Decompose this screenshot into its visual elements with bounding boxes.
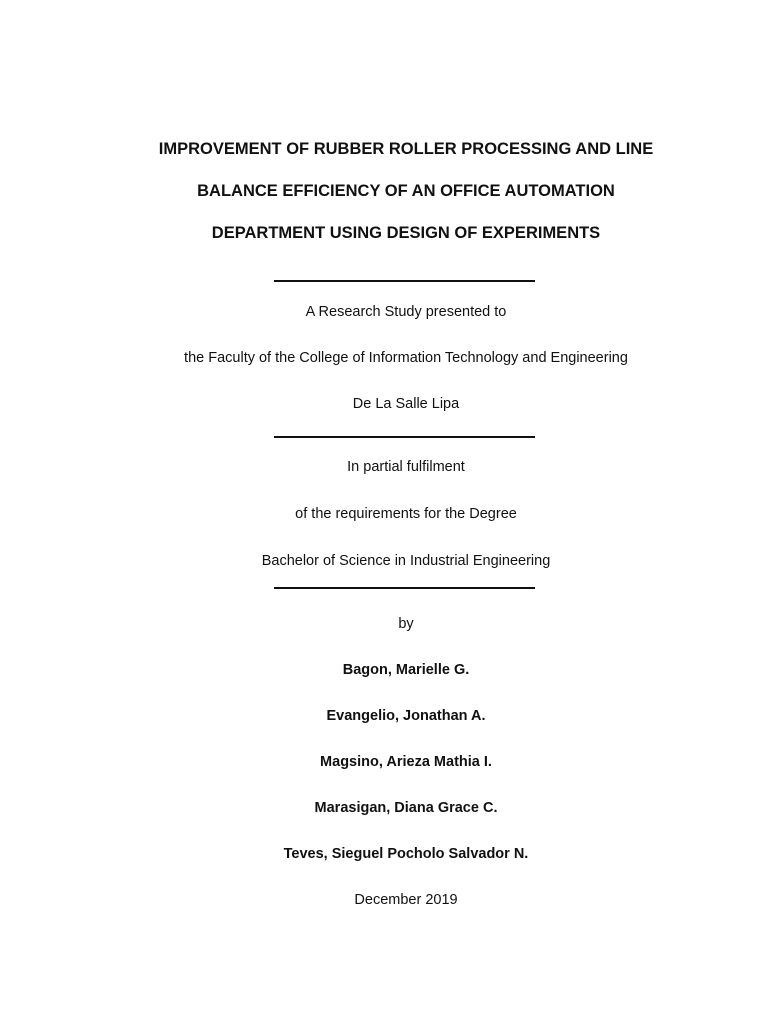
- divider-2: [274, 436, 535, 438]
- title-line-3: DEPARTMENT USING DESIGN OF EXPERIMENTS: [211, 224, 601, 242]
- divider-3: [274, 587, 535, 589]
- degree: Bachelor of Science in Industrial Engineering: [261, 553, 551, 569]
- author-name: Bagon, Marielle G.: [342, 662, 470, 678]
- title-line-2: BALANCE EFFICIENCY OF AN OFFICE AUTOMATION: [197, 182, 615, 200]
- presented-line-2: the Faculty of the College of Information Technology and Engineering: [184, 350, 628, 366]
- author-name: Teves, Sieguel Pocholo Salvador N.: [283, 846, 529, 862]
- date: December 2019: [354, 892, 458, 908]
- fulfilment-line-1: In partial fulfilment: [347, 459, 465, 475]
- fulfilment-line-2: of the requirements for the Degree: [295, 506, 517, 522]
- author-name: Marasigan, Diana Grace C.: [314, 800, 498, 816]
- presented-line-1: A Research Study presented to: [305, 304, 507, 320]
- institution: De La Salle Lipa: [352, 396, 460, 412]
- divider-1: [274, 280, 535, 282]
- by-label: by: [398, 616, 414, 632]
- author-name: Magsino, Arieza Mathia I.: [320, 754, 492, 770]
- author-name: Evangelio, Jonathan A.: [326, 708, 486, 724]
- title-line-1: IMPROVEMENT OF RUBBER ROLLER PROCESSING AND LINE: [158, 140, 654, 158]
